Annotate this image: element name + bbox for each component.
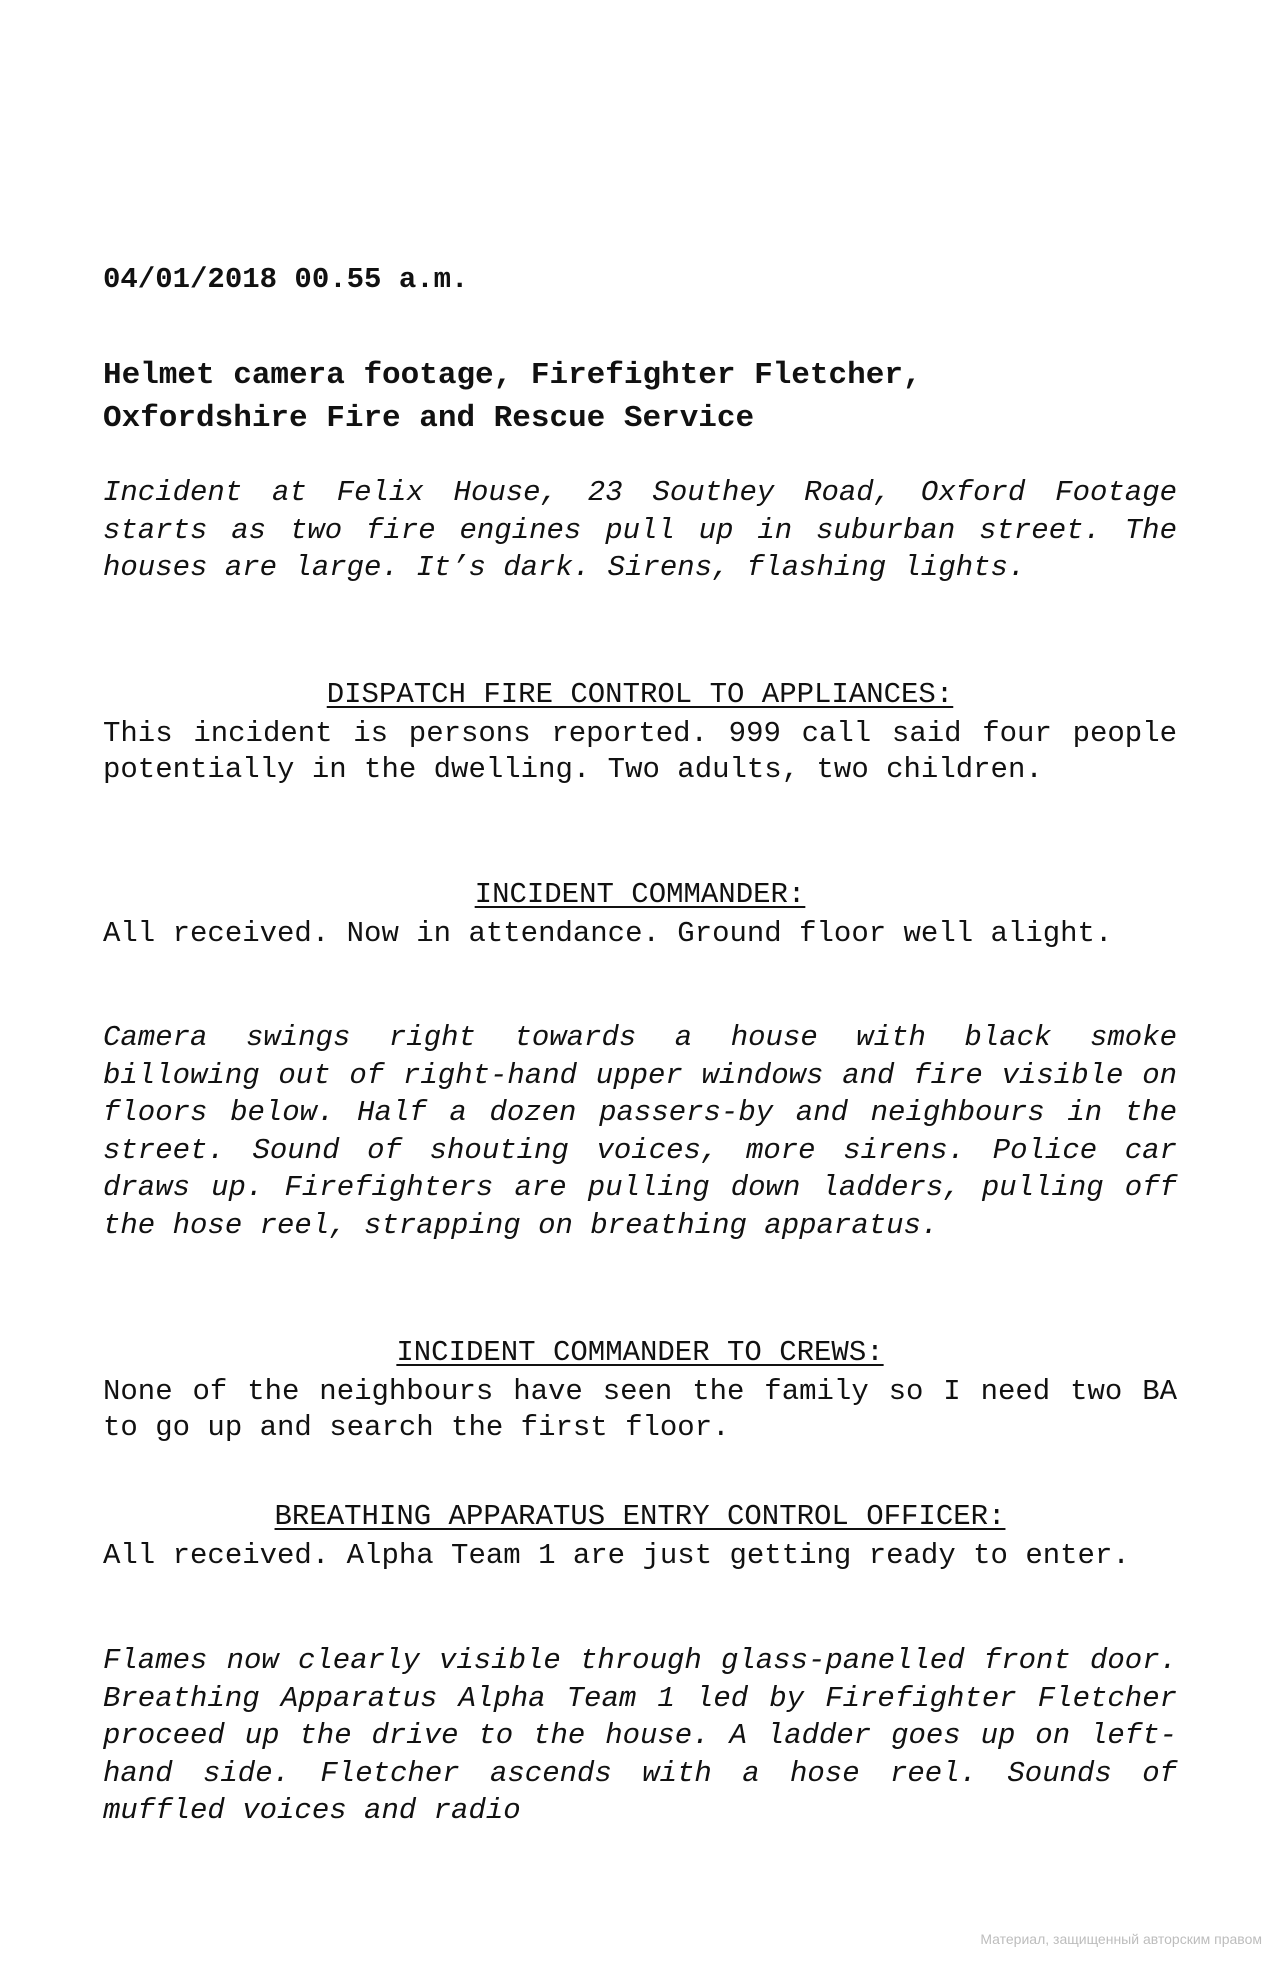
copyright-watermark: Материал, защищенный авторским правом xyxy=(980,1931,1262,1947)
speech-text: All received. Alpha Team 1 are just getting ready to enter. xyxy=(103,1539,1130,1572)
dateline: 04/01/2018 00.55 a.m. xyxy=(103,263,469,296)
stage-direction: Incident at Felix House, 23 Southey Road, Oxford Footage starts as two fire engines pull up in suburban street. The houses are large. It’s dark. Sirens, flashing lights. xyxy=(103,476,1177,584)
speech-text: All received. Now in attendance. Ground floor well alight. xyxy=(103,917,1113,950)
document-title xyxy=(103,354,1177,440)
speech-text: None of the neighbours have seen the family so I need two BA to go up and search the first floor. xyxy=(103,1375,1177,1444)
speaker-name: INCIDENT COMMANDER TO CREWS: xyxy=(396,1336,884,1369)
speaker-heading xyxy=(103,1335,1177,1371)
speaker-name: INCIDENT COMMANDER: xyxy=(474,878,806,911)
stage-direction: Flames now clearly visible through glass-panelled front door. Breathing Apparatus Alpha Team 1 led by Firefighter Fletcher proceed up the drive to the house. A ladder goes up on left-hand side. Fletcher ascends with a hose reel. Sounds of muffled voices and radio xyxy=(103,1644,1177,1827)
speaker-name: BREATHING APPARATUS ENTRY CONTROL OFFICER: xyxy=(274,1500,1006,1533)
title-line-2: Oxfordshire Fire and Rescue Service xyxy=(103,401,755,436)
speaker-name: DISPATCH FIRE CONTROL TO APPLIANCES: xyxy=(326,678,954,711)
speaker-heading xyxy=(103,677,1177,713)
speaker-heading xyxy=(103,877,1177,913)
speaker-heading xyxy=(103,1499,1177,1535)
stage-direction: Camera swings right towards a house with black smoke billowing out of right-hand upper windows and fire visible on floors below. Half a dozen passers-by and neighbours in the street. Sound of shouting voices, more sirens. Police car draws up. Firefighters are pulling down ladders, pulling off the hose reel, strapping on breathing apparatus. xyxy=(103,1021,1177,1242)
speech-text: This incident is persons reported. 999 call said four people potentially in the dwelling. Two adults, two children. xyxy=(103,717,1177,786)
title-line-1: Helmet camera footage, Firefighter Fletcher, xyxy=(103,358,922,393)
